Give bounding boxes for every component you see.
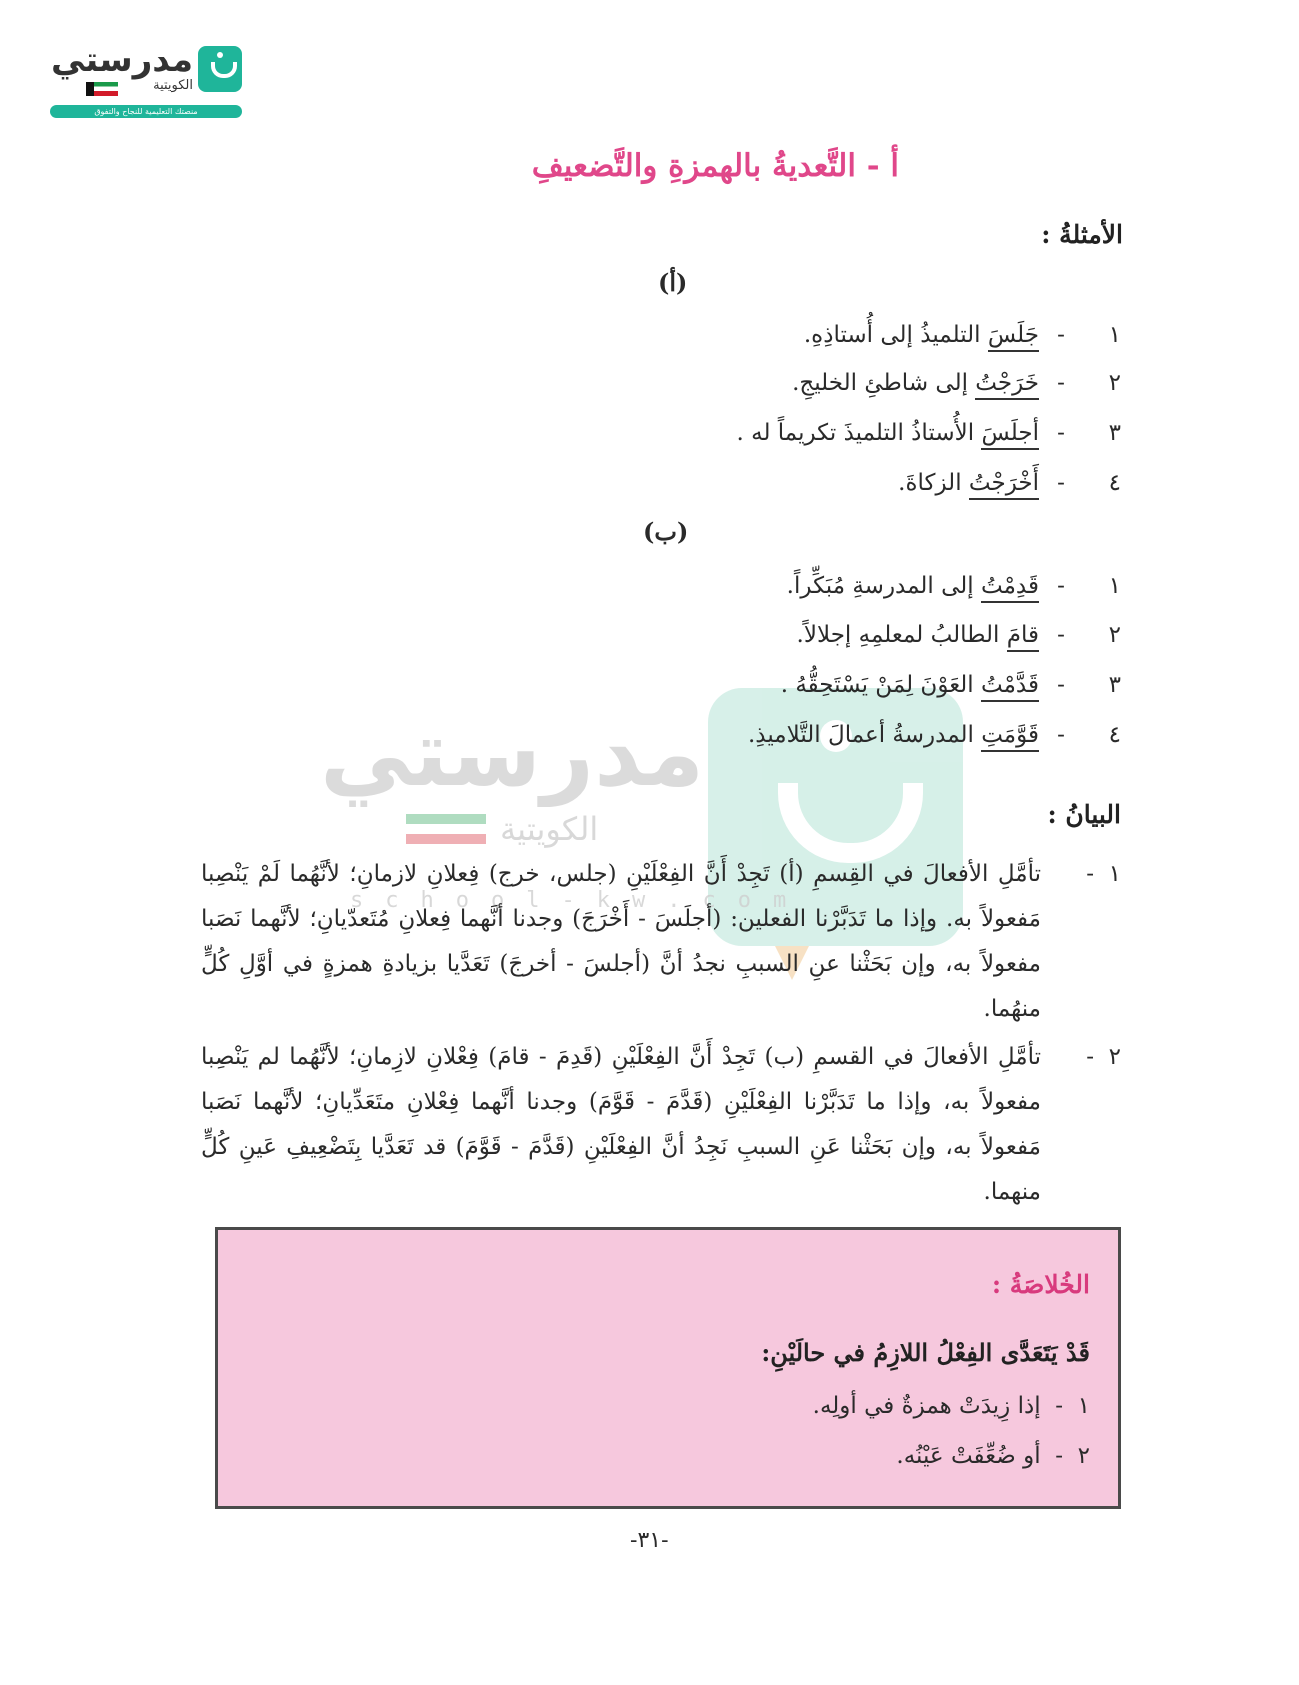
explanation-paragraph: ٢ - تأمَّلِ الأفعالَ في القسمِ (ب) تَجِدْ أَنَّ الفِعْلَيْنِ (قَدِمَ - قامَ) فِعْلانِ لازِمانِ؛ لأنَّهُما لم يَنْصِبا مفعولاً به، وإذا ما تَدَبَّرْنا الفِعْلَيْنِ (قَدَّمَ - قَوَّمَ) وجدنا أنَّهما فِعْلانِ متَعَدِّيانِ؛ لأنَّهما نَصَبا مَفعولاً به، وإن بَحَثْنا عَنِ السببِ نَجِدُ أنَّ الفِعْلَيْنِ (قَدَّمَ - قَوَّمَ) قد تَعَدَّيا بِتَضْعِيفِ عَينِ كُلٍّ منهما. [201,1044,1121,1205]
summary-item: ٢ - أو ضُعِّفَتْ عَيْنُه. [896,1443,1090,1469]
list-item: ٢-قامَ الطالبُ لمعلمِهِ إجلالاً. [797,622,1121,648]
summary-lead: قَدْ يَتَعَدَّى الفِعْلُ اللازِمُ في حالَيْنِ: [761,1338,1090,1367]
underlined-verb: قَدِمْتُ [981,573,1039,603]
page-title: أ - التَّعديةُ بالهمزةِ والتَّضعيفِ [531,148,899,184]
logo-tagline: منصتك التعليمية للنجاح والتفوق [50,105,242,118]
list-item: ١-جَلَسَ التلميذُ إلى أُستاذِهِ. [804,322,1121,348]
list-item: ١-قَدِمْتُ إلى المدرسةِ مُبَكِّراً. [787,573,1121,599]
section-b-label: (ب) [643,517,689,546]
watermark-name: مدرستي [320,700,705,807]
underlined-verb: جَلَسَ [988,322,1039,352]
logo-name: مدرستي [51,40,193,80]
underlined-verb: قَوَّمَتِ [981,722,1039,752]
examples-heading: الأمثلةُ : [1041,220,1123,249]
explanation-paragraph: ١ - تأمَّلِ الأفعالَ في القِسمِ (أ) تَجِدْ أَنَّ الفِعْلَيْنِ (جلس، خرج) فِعلانِ لازمانِ؛ لأنَّهُما لَمْ يَنْصِبا مَفعولاً به. وإذا ما تَدَبَّرْنا الفعلين: (أجلَسَ - أَخْرَجَ) وجدنا أنَّهما فِعلانِ مُتَعدّيانِ؛ لأنَّهما نَصَبا مفعولاً به، وإن بَحَثْنا عنِ السببِ نجدُ أنَّ (أجلسَ - أخرجَ) تَعَدَّيا بزيادةِ همزةٍ في أوَّلِ كُلٍّ منهُما. [201,861,1121,1022]
underlined-verb: أجلَسَ [981,420,1039,450]
section-a-label: (أ) [658,268,688,297]
explanation-heading: البيانُ : [1047,800,1121,829]
page-number: -٣١- [630,1528,669,1553]
summary-title: الخُلاصَةُ : [991,1270,1090,1299]
underlined-verb: قامَ [1007,622,1039,652]
watermark-url: school-kw.com [350,888,809,913]
summary-box [215,1227,1121,1509]
underlined-verb: قَدَّمْتُ [981,672,1039,702]
logo-mark-icon [198,46,242,92]
watermark-subtitle: الكويتية [500,810,599,848]
list-item: ٣-قَدَّمْتُ العَوْنَ لِمَنْ يَسْتَحِقُّهُ . [781,672,1121,698]
list-item: ٤-قَوَّمَتِ المدرسةُ أعمالَ التَّلاميذِ. [748,722,1121,748]
list-item: ٤-أَخْرَجْتُ الزكاةَ. [898,470,1121,496]
kuwait-flag-icon [86,82,118,96]
site-logo [50,40,245,120]
list-item: ٣-أجلَسَ الأُستاذُ التلميذَ تكريماً له . [737,420,1121,446]
underlined-verb: خَرَجْتُ [975,370,1039,400]
list-item: ٢-خَرَجْتُ إلى شاطئِ الخليجِ. [792,370,1121,396]
logo-subtitle: الكويتية [153,78,193,93]
watermark-flag-icon [406,814,486,844]
summary-item: ١ - إذا زِيدَتْ همزةٌ في أولِه. [812,1393,1090,1419]
underlined-verb: أَخْرَجْتُ [969,470,1039,500]
